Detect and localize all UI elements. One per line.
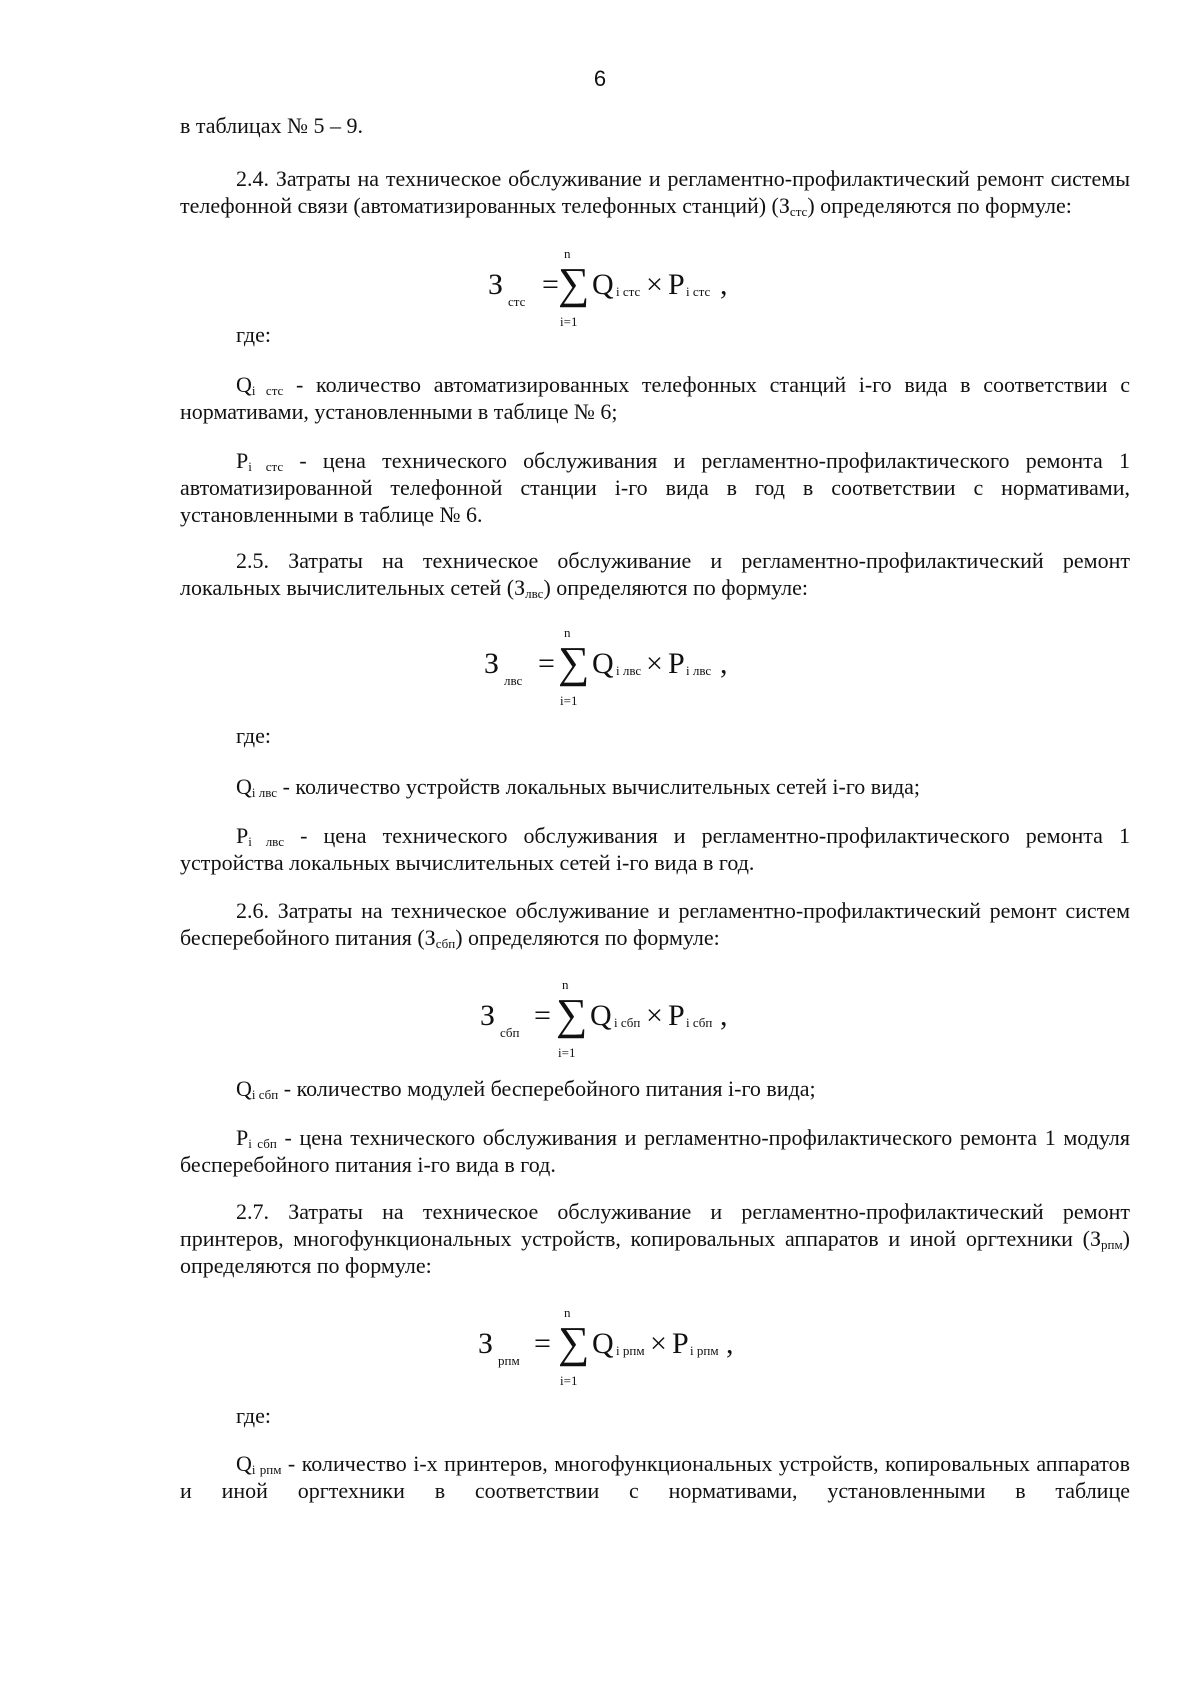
page-number: 6 [593, 66, 607, 91]
sum-icon: ∑ [558, 259, 590, 308]
section-2-6-paragraph: 2.6. Затраты на техническое обслуживание и регламентно-профилактический ремонт систем бесперебойного питания $(З_{сбп})$ определяются по формуле: [180, 898, 1130, 951]
where-label: где: [236, 723, 271, 748]
def-q-sbp: $Q_{i сбп}$ - количество модулей бесперебойного питания i-го вида; [236, 1076, 816, 1102]
sum-icon: ∑ [556, 990, 588, 1039]
section-2-4-paragraph: 2.4. Затраты на техническое обслуживание и регламентно-профилактический ремонт системы телефонной связи (автоматизированных телефонных станций) $(З_{стс})$ определяются по формуле: [180, 166, 1130, 219]
section-2-7-paragraph: 2.7. Затраты на техническое обслуживание и регламентно-профилактический ремонт принтеров, многофункциональных устройств, копировальных аппаратов и иной оргтехники $(З_{рпм})$ определяются по формуле: [180, 1199, 1130, 1278]
sum-icon: ∑ [558, 638, 590, 687]
formula-rpm: З рпм = n ∑ i=1 Q i рпм × P i рпм , [478, 1305, 734, 1388]
def-q-rpm: $Q_{i рпм}$ - количество i-х принтеров, многофункциональных устройств, копировальных аппаратов и иной оргтехники в соответствии с нормативами, установленными в таблице [180, 1451, 1131, 1503]
formula-lvs: З лвс = n ∑ i=1 Q i лвс × P i лвс , [484, 625, 728, 708]
formula-stc: З стс = n ∑ i=1 Q i стс × P i стс , [488, 246, 728, 329]
def-p-sbp: $P_{i сбп}$ - цена технического обслуживания и регламентно-профилактического ремонта 1 модуля бесперебойного питания i-го вида в год. [180, 1125, 1130, 1177]
def-q-lvs: $Q_{i лвс}$ - количество устройств локальных вычислительных сетей i-го вида; [236, 774, 921, 800]
intro-line: в таблицах № 5 – 9. [180, 113, 363, 138]
where-label: где: [236, 1403, 271, 1428]
def-p-stc: $P_{i стс}$ - цена технического обслуживания и регламентно-профилактического ремонта 1 автоматизированной телефонной станции i-го вида в год в соответствии с нормативами, установленными в таблице № 6. [180, 448, 1130, 527]
formula-sbp: З сбп = n ∑ i=1 Q i сбп × P i сбп , [480, 977, 728, 1060]
where-label: где: [236, 322, 271, 347]
section-2-5-paragraph: 2.5. Затраты на техническое обслуживание и регламентно-профилактический ремонт локальных вычислительных сетей $(З_{лвс})$ определяются по формуле: [180, 548, 1130, 601]
sum-icon: ∑ [558, 1318, 590, 1367]
def-p-lvs: $P_{i лвс}$ - цена технического обслуживания и регламентно-профилактического ремонта 1 устройства локальных вычислительных сетей i-го вида в год. [180, 823, 1130, 875]
def-q-stc: $Q_{i стс}$ - количество автоматизированных телефонных станций i-го вида в соответствии с нормативами, установленными в таблице № 6; [180, 372, 1130, 424]
